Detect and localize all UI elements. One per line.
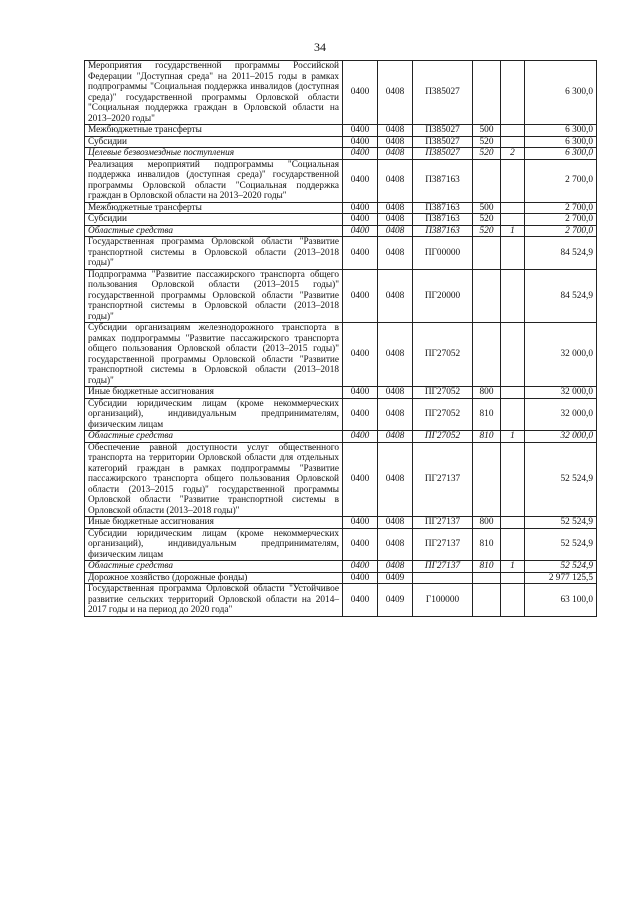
- source-code-cell: [501, 202, 525, 214]
- table-row: [85, 323, 597, 387]
- item-name-cell: Субсидии: [85, 214, 343, 226]
- subsection-code-cell: 0408: [378, 528, 413, 561]
- source-code-cell: [501, 398, 525, 431]
- section-code-cell: 0400: [343, 214, 378, 226]
- item-name-cell: Областные средства: [85, 561, 343, 573]
- target-article-cell: ПГ27137: [413, 561, 473, 573]
- item-name-cell: Областные средства: [85, 431, 343, 443]
- amount-cell: 52 524,9: [525, 442, 597, 517]
- target-article-cell: П385027: [413, 125, 473, 137]
- section-code-cell: 0400: [343, 323, 378, 387]
- subsection-code-cell: 0408: [378, 237, 413, 270]
- amount-cell: 6 300,0: [525, 125, 597, 137]
- expense-type-cell: 800: [473, 517, 501, 529]
- target-article-cell: ПГ27052: [413, 398, 473, 431]
- section-code-cell: 0400: [343, 528, 378, 561]
- target-article-cell: П387163: [413, 159, 473, 202]
- section-code-cell: 0400: [343, 431, 378, 443]
- expense-type-cell: 800: [473, 387, 501, 399]
- amount-cell: 6 300,0: [525, 61, 597, 125]
- target-article-cell: Г100000: [413, 584, 473, 617]
- item-name-cell: Реализация мероприятий подпрограммы "Социальная поддержка инвалидов (доступная среда)" государственной программы Орловской области "Социальная поддержка граждан в Орловской области на 2013–2020 годы": [85, 159, 343, 202]
- expense-type-cell: [473, 572, 501, 584]
- amount-cell: 2 700,0: [525, 214, 597, 226]
- expense-type-cell: [473, 237, 501, 270]
- expense-type-cell: 520: [473, 136, 501, 148]
- table-row: [85, 269, 597, 323]
- section-code-cell: 0400: [343, 202, 378, 214]
- target-article-cell: П387163: [413, 225, 473, 237]
- table-row: [85, 398, 597, 431]
- item-name-cell: Субсидии: [85, 136, 343, 148]
- source-code-cell: [501, 125, 525, 137]
- section-code-cell: 0400: [343, 517, 378, 529]
- expense-type-cell: 520: [473, 148, 501, 160]
- section-code-cell: 0400: [343, 387, 378, 399]
- target-article-cell: П387163: [413, 214, 473, 226]
- source-code-cell: [501, 159, 525, 202]
- item-name-cell: Целевые безвозмездные поступления: [85, 148, 343, 160]
- target-article-cell: ПГ00000: [413, 237, 473, 270]
- subsection-code-cell: 0408: [378, 225, 413, 237]
- amount-cell: 32 000,0: [525, 323, 597, 387]
- source-code-cell: [501, 214, 525, 226]
- table-row: [85, 148, 597, 160]
- budget-table: [84, 60, 597, 617]
- subsection-code-cell: 0408: [378, 561, 413, 573]
- target-article-cell: ПГ20000: [413, 269, 473, 323]
- source-code-cell: [501, 136, 525, 148]
- expense-type-cell: 810: [473, 398, 501, 431]
- source-code-cell: 2: [501, 148, 525, 160]
- table-row: [85, 125, 597, 137]
- expense-type-cell: 520: [473, 214, 501, 226]
- subsection-code-cell: 0408: [378, 61, 413, 125]
- expense-type-cell: [473, 323, 501, 387]
- table-row: [85, 225, 597, 237]
- expense-type-cell: [473, 584, 501, 617]
- expense-type-cell: 520: [473, 225, 501, 237]
- budget-table-body: [85, 61, 597, 617]
- amount-cell: 2 700,0: [525, 225, 597, 237]
- subsection-code-cell: 0408: [378, 202, 413, 214]
- page-number: 34: [314, 40, 326, 54]
- expense-type-cell: 500: [473, 202, 501, 214]
- subsection-code-cell: 0408: [378, 125, 413, 137]
- section-code-cell: 0400: [343, 237, 378, 270]
- subsection-code-cell: 0408: [378, 136, 413, 148]
- amount-cell: 32 000,0: [525, 387, 597, 399]
- section-code-cell: 0400: [343, 225, 378, 237]
- source-code-cell: [501, 387, 525, 399]
- item-name-cell: Государственная программа Орловской области "Развитие транспортной системы в Орловской области (2013–2018 годы)": [85, 237, 343, 270]
- item-name-cell: Обеспечение равной доступности услуг общественного транспорта на территории Орловской области для отдельных категорий граждан в рамках подпрограммы "Развитие пассажирского транспорта общего пользования Орловской области (2013–2015 годы)" государственной программы Орловской области "Развитие транспортной системы в Орловской области (2013–2018 годы)": [85, 442, 343, 517]
- subsection-code-cell: 0408: [378, 323, 413, 387]
- amount-cell: 63 100,0: [525, 584, 597, 617]
- section-code-cell: 0400: [343, 572, 378, 584]
- expense-type-cell: 810: [473, 431, 501, 443]
- source-code-cell: [501, 517, 525, 529]
- source-code-cell: [501, 237, 525, 270]
- table-row: [85, 572, 597, 584]
- amount-cell: 2 700,0: [525, 202, 597, 214]
- subsection-code-cell: 0408: [378, 517, 413, 529]
- target-article-cell: ПГ27052: [413, 431, 473, 443]
- target-article-cell: ПГ27137: [413, 517, 473, 529]
- item-name-cell: Иные бюджетные ассигнования: [85, 517, 343, 529]
- subsection-code-cell: 0408: [378, 159, 413, 202]
- subsection-code-cell: 0408: [378, 148, 413, 160]
- item-name-cell: Иные бюджетные ассигнования: [85, 387, 343, 399]
- expense-type-cell: [473, 61, 501, 125]
- table-row: [85, 202, 597, 214]
- section-code-cell: 0400: [343, 61, 378, 125]
- table-row: [85, 584, 597, 617]
- amount-cell: 52 524,9: [525, 561, 597, 573]
- table-row: [85, 431, 597, 443]
- subsection-code-cell: 0408: [378, 398, 413, 431]
- table-row: [85, 387, 597, 399]
- item-name-cell: Субсидии организациям железнодорожного транспорта в рамках подпрограммы "Развитие пассажирского транспорта общего пользования Орловской области (2013–2015 годы)" государственной программы Орловской области "Развитие транспортной системы в Орловской области (2013–2018 годы)": [85, 323, 343, 387]
- amount-cell: 52 524,9: [525, 517, 597, 529]
- expense-type-cell: [473, 442, 501, 517]
- item-name-cell: Подпрограмма "Развитие пассажирского транспорта общего пользования Орловской области (2013–2015 годы)" государственной программы Орловской области "Развитие транспортной системы в Орловской области (2013–2018 годы)": [85, 269, 343, 323]
- item-name-cell: Мероприятия государственной программы Российской Федерации "Доступная среда" на 2011–2015 годы в рамках подпрограммы "Социальная поддержка инвалидов (доступная среда)" государственной программы Орловской области "Социальная поддержка граждан в Орловской области на 2013–2020 годы": [85, 61, 343, 125]
- table-row: [85, 528, 597, 561]
- source-code-cell: [501, 323, 525, 387]
- amount-cell: 6 300,0: [525, 136, 597, 148]
- item-name-cell: Дорожное хозяйство (дорожные фонды): [85, 572, 343, 584]
- table-row: [85, 237, 597, 270]
- section-code-cell: 0400: [343, 442, 378, 517]
- amount-cell: 2 977 125,5: [525, 572, 597, 584]
- subsection-code-cell: 0408: [378, 214, 413, 226]
- table-row: [85, 61, 597, 125]
- source-code-cell: [501, 61, 525, 125]
- item-name-cell: Межбюджетные трансферты: [85, 125, 343, 137]
- item-name-cell: Субсидии юридическим лицам (кроме некоммерческих организаций), индивидуальным предпринимателям, физическим лицам: [85, 528, 343, 561]
- subsection-code-cell: 0408: [378, 269, 413, 323]
- item-name-cell: Областные средства: [85, 225, 343, 237]
- source-code-cell: 1: [501, 225, 525, 237]
- expense-type-cell: [473, 159, 501, 202]
- amount-cell: 6 300,0: [525, 148, 597, 160]
- target-article-cell: П385027: [413, 61, 473, 125]
- target-article-cell: П385027: [413, 136, 473, 148]
- section-code-cell: 0400: [343, 584, 378, 617]
- item-name-cell: Межбюджетные трансферты: [85, 202, 343, 214]
- section-code-cell: 0400: [343, 398, 378, 431]
- amount-cell: 32 000,0: [525, 431, 597, 443]
- table-row: [85, 442, 597, 517]
- subsection-code-cell: 0408: [378, 442, 413, 517]
- amount-cell: 2 700,0: [525, 159, 597, 202]
- table-row: [85, 561, 597, 573]
- source-code-cell: 1: [501, 431, 525, 443]
- expense-type-cell: 810: [473, 561, 501, 573]
- source-code-cell: [501, 528, 525, 561]
- source-code-cell: 1: [501, 561, 525, 573]
- section-code-cell: 0400: [343, 136, 378, 148]
- table-row: [85, 214, 597, 226]
- subsection-code-cell: 0409: [378, 572, 413, 584]
- section-code-cell: 0400: [343, 159, 378, 202]
- source-code-cell: [501, 572, 525, 584]
- section-code-cell: 0400: [343, 561, 378, 573]
- source-code-cell: [501, 442, 525, 517]
- amount-cell: 52 524,9: [525, 528, 597, 561]
- target-article-cell: ПГ27052: [413, 387, 473, 399]
- target-article-cell: ПГ27137: [413, 528, 473, 561]
- target-article-cell: П387163: [413, 202, 473, 214]
- item-name-cell: Субсидии юридическим лицам (кроме некоммерческих организаций), индивидуальным предпринимателям, физическим лицам: [85, 398, 343, 431]
- subsection-code-cell: 0408: [378, 387, 413, 399]
- expense-type-cell: 500: [473, 125, 501, 137]
- section-code-cell: 0400: [343, 148, 378, 160]
- table-row: [85, 517, 597, 529]
- amount-cell: 84 524,9: [525, 269, 597, 323]
- item-name-cell: Государственная программа Орловской области "Устойчивое развитие сельских территорий Орловской области на 2014–2017 годы и на период до 2020 года": [85, 584, 343, 617]
- source-code-cell: [501, 269, 525, 323]
- target-article-cell: ПГ27137: [413, 442, 473, 517]
- source-code-cell: [501, 584, 525, 617]
- table-row: [85, 136, 597, 148]
- subsection-code-cell: 0409: [378, 584, 413, 617]
- expense-type-cell: [473, 269, 501, 323]
- target-article-cell: П385027: [413, 148, 473, 160]
- section-code-cell: 0400: [343, 125, 378, 137]
- amount-cell: 84 524,9: [525, 237, 597, 270]
- amount-cell: 32 000,0: [525, 398, 597, 431]
- section-code-cell: 0400: [343, 269, 378, 323]
- table-row: [85, 159, 597, 202]
- target-article-cell: ПГ27052: [413, 323, 473, 387]
- target-article-cell: [413, 572, 473, 584]
- expense-type-cell: 810: [473, 528, 501, 561]
- subsection-code-cell: 0408: [378, 431, 413, 443]
